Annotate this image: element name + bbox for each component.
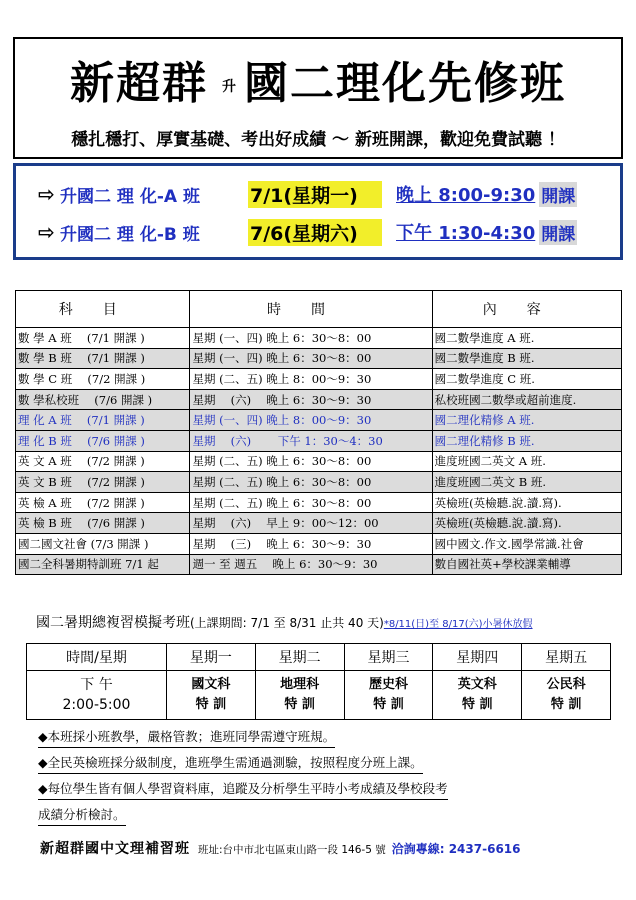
school-address: 班址:台中市北屯區東山路一段 146-5 號 [198,844,386,856]
summer-header-cell: 星期四 [433,644,522,671]
banner-open: 開課 [539,220,577,245]
table-row [16,554,622,575]
cell-subject: 英 檢 A 班 (7/2 開課 ) [16,492,190,513]
summer-subject-cell [344,671,433,720]
summer-header-row [27,644,611,671]
banner-class: 升國二 理 化-B 班 [60,224,200,245]
table-row [16,533,622,554]
cell-subject: 國二全科暑期特訓班 7/1 起 [16,554,190,575]
summer-subject-cell [166,671,255,720]
table-row [16,369,622,390]
cell-subject: 數 學 A 班 (7/1 開課 ) [16,328,190,349]
cell-subject: 英 文 A 班 (7/2 開課 ) [16,451,190,472]
cell-content: 數自國社英+學校課業輔導 [432,554,621,575]
summer-special: 特 訓 [195,697,227,712]
summer-subject: 公民科 [546,677,586,692]
cell-content: 國二數學進度 B 班. [432,348,621,369]
contact-phone: 洽詢專線: 2437-6616 [391,842,521,856]
cell-content: 私校班國二數學或超前進度. [432,389,621,410]
cell-time: 週一 至 週五 晚上 6：30～9：30 [190,554,432,575]
summer-special: 特 訓 [373,697,404,712]
arrow-right-icon: ⇨ [38,220,55,244]
rule-3: ◆每位學生皆有個人學習資料庫，追蹤及分析學生平時小考成績及學校段考 [38,779,448,800]
summer-subject: 英文科 [457,677,497,692]
summer-header-cell: 星期三 [344,644,433,671]
page-title [15,47,621,111]
table-row [16,472,622,493]
cell-subject: 英 檢 B 班 (7/6 開課 ) [16,513,190,534]
cell-subject: 理 化 B 班 (7/6 開課 ) [16,430,190,451]
summer-header-cell: 時間/星期 [27,644,167,671]
summer-time-range: 2:00-5:00 [62,697,131,713]
summer-header-cell: 星期五 [522,644,611,671]
summer-body-row [27,671,611,720]
cell-content: 英檢班(英檢聽.說.讀.寫). [432,492,621,513]
cell-time: 星期 (一、四) 晚上 8：00～9：30 [190,410,432,431]
cell-time: 星期 (一、四) 晚上 6：30～8：00 [190,348,432,369]
summer-title-main: 國二暑期總複習模擬考班 [36,615,190,631]
cell-time: 星期 (二、五) 晚上 6：30～8：00 [190,472,432,493]
summer-subject-cell [255,671,344,720]
table-header-row [16,291,622,328]
summer-subject: 國文科 [191,677,231,692]
cell-content: 英檢班(英檢聽.說.讀.寫). [432,513,621,534]
cell-time: 星期 (二、五) 晚上 6：30～8：00 [190,451,432,472]
cell-content: 國二數學進度 C 班. [432,369,621,390]
summer-header-cell: 星期二 [255,644,344,671]
summer-header-cell: 星期一 [166,644,255,671]
table-row [16,389,622,410]
rule-2: ◆全民英檢班採分級制度，進班學生需通過測驗，按照程度分班上課。 [38,753,423,774]
cell-subject: 數 學 B 班 (7/1 開課 ) [16,348,190,369]
cell-time: 星期 (二、五) 晚上 8：00～9：30 [190,369,432,390]
table-row [16,492,622,513]
cell-time: 星期 (六) 下午 1：30～4：30 [190,430,432,451]
cell-content: 國二數學進度 A 班. [432,328,621,349]
table-row [16,451,622,472]
summer-time-label: 下 午 [80,677,113,693]
summer-period: (上課期間: 7/1 至 8/31 止共 40 天) [190,616,384,630]
cell-content: 國中國文.作文.國學常識.社會 [432,533,621,554]
table-row [16,513,622,534]
cell-time: 星期 (二、五) 晚上 6：30～8：00 [190,492,432,513]
cell-subject: 理 化 A 班 (7/1 開課 ) [16,410,190,431]
header-time: 時間 [190,291,432,328]
header-subject: 科目 [16,291,190,328]
table-row [16,410,622,431]
title-prefix: 升 [222,79,238,95]
header-content: 內容 [432,291,621,328]
cell-time: 星期 (三) 晚上 6：30～9：30 [190,533,432,554]
cell-subject: 數 學 C 班 (7/2 開課 ) [16,369,190,390]
slogan: 穩扎穩打、厚實基礎、考出好成績 ～ 新班開課，歡迎免費試聽 ！ [71,130,565,150]
summer-note: *8/11(日)至 8/17(六)小暑休放假 [383,619,533,630]
schedule-table [15,290,622,575]
footer [40,838,521,858]
banner-row-b [38,218,577,246]
rule-4: 成績分析檢討。 [38,805,126,826]
cell-time: 星期 (六) 早上 9：00～12：00 [190,513,432,534]
title-main: 新超群 [70,58,208,109]
rule-1: ◆本班採小班教學，嚴格管教；進班同學需遵守班規。 [38,727,335,748]
summer-title [36,612,533,632]
summer-special: 特 訓 [550,697,582,712]
table-row [16,328,622,349]
banner-time: 晚上 8:00-9:30 [396,185,536,206]
cell-content: 進度班國二英文 B 班. [432,472,621,493]
summer-subject-cell [433,671,522,720]
table-row [16,348,622,369]
summer-special: 特 訓 [284,697,315,712]
cell-content: 國二理化精修 B 班. [432,430,621,451]
summer-subject: 歷史科 [368,677,408,692]
cell-subject: 國二國文社會 (7/3 開課 ) [16,533,190,554]
banner-open: 開課 [539,182,577,207]
banner-time: 下午 1:30-4:30 [396,223,536,244]
cell-content: 國二理化精修 A 班. [432,410,621,431]
banner-class: 升國二 理 化-A 班 [60,186,200,207]
table-row [16,430,622,451]
summer-subject: 地理科 [280,677,320,692]
banner-date: 7/6(星期六) [248,219,382,246]
summer-special: 特 訓 [462,697,493,712]
summer-table [26,643,611,720]
class-banner [13,163,623,260]
arrow-right-icon: ⇨ [38,182,55,206]
header-box [13,37,623,159]
cell-time: 星期 (一、四) 晚上 6：30～8：00 [190,328,432,349]
cell-time: 星期 (六) 晚上 6：30～9：30 [190,389,432,410]
cell-subject: 英 文 B 班 (7/2 開課 ) [16,472,190,493]
summer-subject-cell [522,671,611,720]
cell-content: 進度班國二英文 A 班. [432,451,621,472]
summer-time-cell [27,671,167,720]
title-course: 國二理化先修班 [244,58,566,109]
banner-row-a [38,180,577,208]
banner-date: 7/1(星期一) [248,181,382,208]
cell-subject: 數 學私校班 (7/6 開課 ) [16,389,190,410]
school-name: 新超群國中文理補習班 [40,841,190,857]
